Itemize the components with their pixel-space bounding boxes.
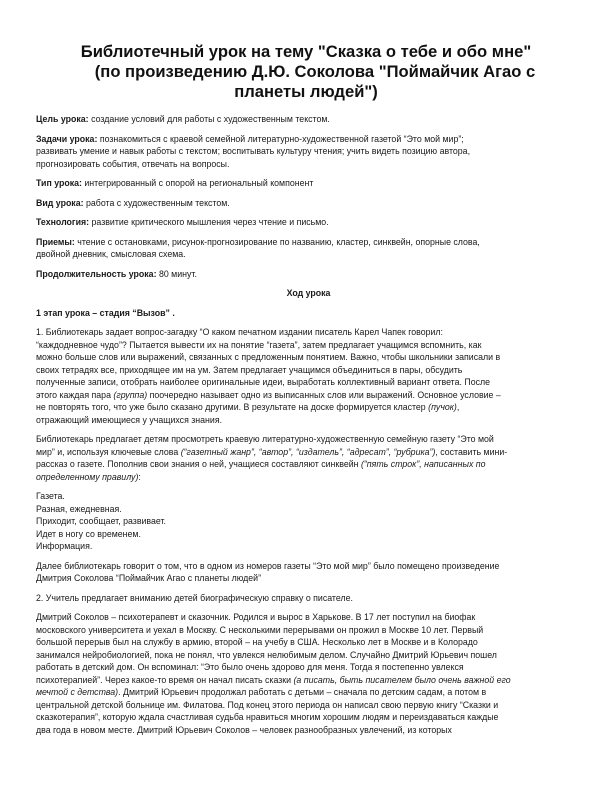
stage1-paragraph-4: 2. Учитель предлагает вниманию детей биографическую справку о писателе. — [36, 592, 353, 603]
biography-paragraph — [36, 611, 581, 736]
paragraph-italic: (“пять строк”, написанных по — [360, 459, 486, 469]
paragraph-fragment: не повторять того, что уже было сказано другими. В результате на доске формируется кластер — [36, 402, 429, 412]
methods-paragraph — [36, 236, 581, 261]
paragraph-line: своих тетрадях все, приходящее им на ум. Затем предлагает учащимся объединиться в пары, обсудить — [36, 364, 463, 375]
goal-text: создание условий для работы с художественным текстом. — [88, 114, 330, 124]
duration-label: Продолжительность урока: — [36, 268, 157, 279]
paragraph-italic: (“газетный жанр”, “автор”, “издатель”, “адресат”, “рубрика”) — [180, 446, 436, 457]
document-title — [30, 42, 582, 102]
paragraph-line: Библиотекарь предлагает детям просмотреть краевую литературно-художественную семейную газету “Это мой — [36, 434, 494, 444]
methods-label: Приемы: — [36, 236, 75, 247]
duration-paragraph — [36, 268, 581, 281]
title-line-1: Библиотечный урок на тему "Сказка о тебе и обо мне" — [80, 42, 532, 61]
lesson-type-label: Тип урока: — [36, 178, 82, 188]
technology-text: развитие критического мышления через чтение и письмо. — [89, 217, 329, 227]
paragraph-line: два года в новом месте. Дмитрий Юрьевич Соколов – человек разнообразных увлечений, из которых — [36, 724, 452, 735]
tasks-paragraph — [36, 133, 581, 171]
paragraph-line: Далее библиотекарь говорит о том, что в одном из номеров газеты “Это мой мир” было помещено произведение — [36, 560, 500, 571]
stage1-paragraph-1 — [36, 326, 581, 426]
paragraph-fragment: рассказ о газете. Пополнив свои знания о ней, учащиеся составляют синквейн — [36, 459, 361, 469]
paragraph-fragment: поочередно называет одно из выписанных слов или выражений. Основное условие – — [147, 389, 501, 400]
stage1-paragraph-3 — [36, 560, 581, 585]
paragraph-line: работать в детский дом. Он вспоминал: “Это было очень здорово для меня. Тогда я постепенно увлекся — [36, 662, 464, 672]
lesson-kind-label: Вид урока: — [36, 197, 84, 208]
cinquain-line: Газета. — [36, 491, 65, 501]
lesson-kind-paragraph — [36, 197, 581, 210]
lesson-kind-text: работа с художественным текстом. — [83, 197, 230, 208]
paragraph-line: Дмитрий Соколов – психотерапевт и сказочник. Родился и вырос в Харькове. В 17 лет поступил на биофак — [36, 612, 476, 622]
paragraph-fragment: . Дмитрий Юрьевич продолжал работать с детьми – сначала по детским садам, а потом в — [118, 687, 487, 697]
cinquain-line: Разная, ежедневная. — [36, 503, 122, 514]
paragraph-line: сказкотерапия”, которую ждала счастливая судьба нравиться многим хорошим людям и переиздаваться каждые — [36, 712, 499, 722]
stage1-paragraph-2 — [36, 433, 581, 483]
progress-heading: Ход урока — [286, 288, 331, 298]
title-line-3: планеты людей") — [234, 82, 378, 101]
tasks-line: прогнозировать события, отвечать на вопросы. — [36, 158, 230, 169]
lesson-type-paragraph — [36, 177, 581, 190]
paragraph-fragment: психотерапией”. Через какое-то время он начал писать сказки — [36, 674, 294, 685]
paragraph-line: московского университета и уехал в Москву. С несколькими перерывами он прожил в Москве 10 лет. Первый — [36, 624, 484, 635]
paragraph-line: большой перерыв был на службу в армию, второй – на учебу в США. Несколько лет в Москве и в Колорадо — [36, 637, 478, 647]
lesson-type-text: интегрированный с опорой на региональный компонент — [81, 178, 314, 188]
goal-paragraph — [36, 113, 581, 126]
paragraph-line: отражающий имеющиеся у учащихся знания. — [36, 414, 223, 425]
stage1-heading: 1 этап урока – стадия “Вызов” . — [36, 307, 175, 318]
tasks-label: Задачи урока: — [36, 133, 98, 144]
methods-line: двойной дневник, смысловая схема. — [36, 249, 186, 259]
paragraph-line: 1. Библиотекарь задает вопрос-загадку “О каком печатном издании писатель Карел Чапек говорил: — [36, 327, 443, 337]
technology-paragraph — [36, 216, 581, 229]
tasks-line: познакомиться с краевой семейной литературно-художественной газетой “Это мой мир”; — [97, 133, 464, 144]
document-body — [36, 113, 581, 736]
paragraph-fragment: : — [138, 471, 141, 482]
paragraph-fragment: этого каждая пара — [36, 389, 114, 400]
title-line-2: (по произведению Д.Ю. Соколова "Поймайчик Агао с — [94, 62, 536, 81]
technology-label: Технология: — [36, 217, 90, 227]
methods-line: чтение с остановками, рисунок-прогнозирование по названию, кластер, синквейн, опорные слова, — [74, 236, 480, 247]
paragraph-line: можно больше слов или выражений, связанных с предложенным понятием. Важно, чтобы школьники записали в — [36, 352, 501, 362]
paragraph-line: Дмитрия Соколова “Поймайчик Агао с планеты людей” — [36, 573, 261, 583]
paragraph-fragment: мир” и, используя ключевые слова — [36, 446, 181, 457]
cinquain-line: Идет в ногу со временем. — [36, 528, 141, 539]
cinquain-line: Приходит, сообщает, развивает. — [36, 516, 166, 526]
paragraph-line: занимался нейробиологией, пока не понял, что увлекся нелюбимым делом. Случайно Дмитрий Юрьевич пошел — [36, 649, 497, 660]
paragraph-italic: (а писать, быть писателем было очень важной его — [293, 674, 511, 685]
paragraph-italic: определенному правилу) — [36, 471, 139, 482]
paragraph-italic: (пучок) — [428, 402, 457, 412]
paragraph-fragment: , — [456, 402, 460, 412]
paragraph-italic: (группа) — [113, 389, 148, 400]
cinquain-line: Информация. — [36, 541, 93, 551]
paragraph-line: полученные записи, отобрать наиболее оригинальные идеи, выработать коллективный вариант ответа. После — [36, 377, 491, 387]
goal-label: Цель урока: — [36, 114, 89, 124]
paragraph-italic: мечтой с детства) — [36, 687, 119, 697]
tasks-line: развивать умение и навык работы с текстом; воспитывать культуру чтения; учить видеть позицию автора, — [36, 146, 471, 156]
duration-text: 80 минут. — [156, 268, 197, 279]
paragraph-fragment: , составить мини- — [435, 446, 508, 457]
paragraph-line: “каждодневное чудо”? Пытается вывести их на понятие “газета”, затем предлагает учащимся вспомнить, как — [36, 339, 482, 350]
cinquain — [36, 490, 581, 553]
paragraph-line: центральной детской больнице им. Филатова. Под конец этого периода он написал свою первую книгу “Сказки и — [36, 699, 499, 710]
